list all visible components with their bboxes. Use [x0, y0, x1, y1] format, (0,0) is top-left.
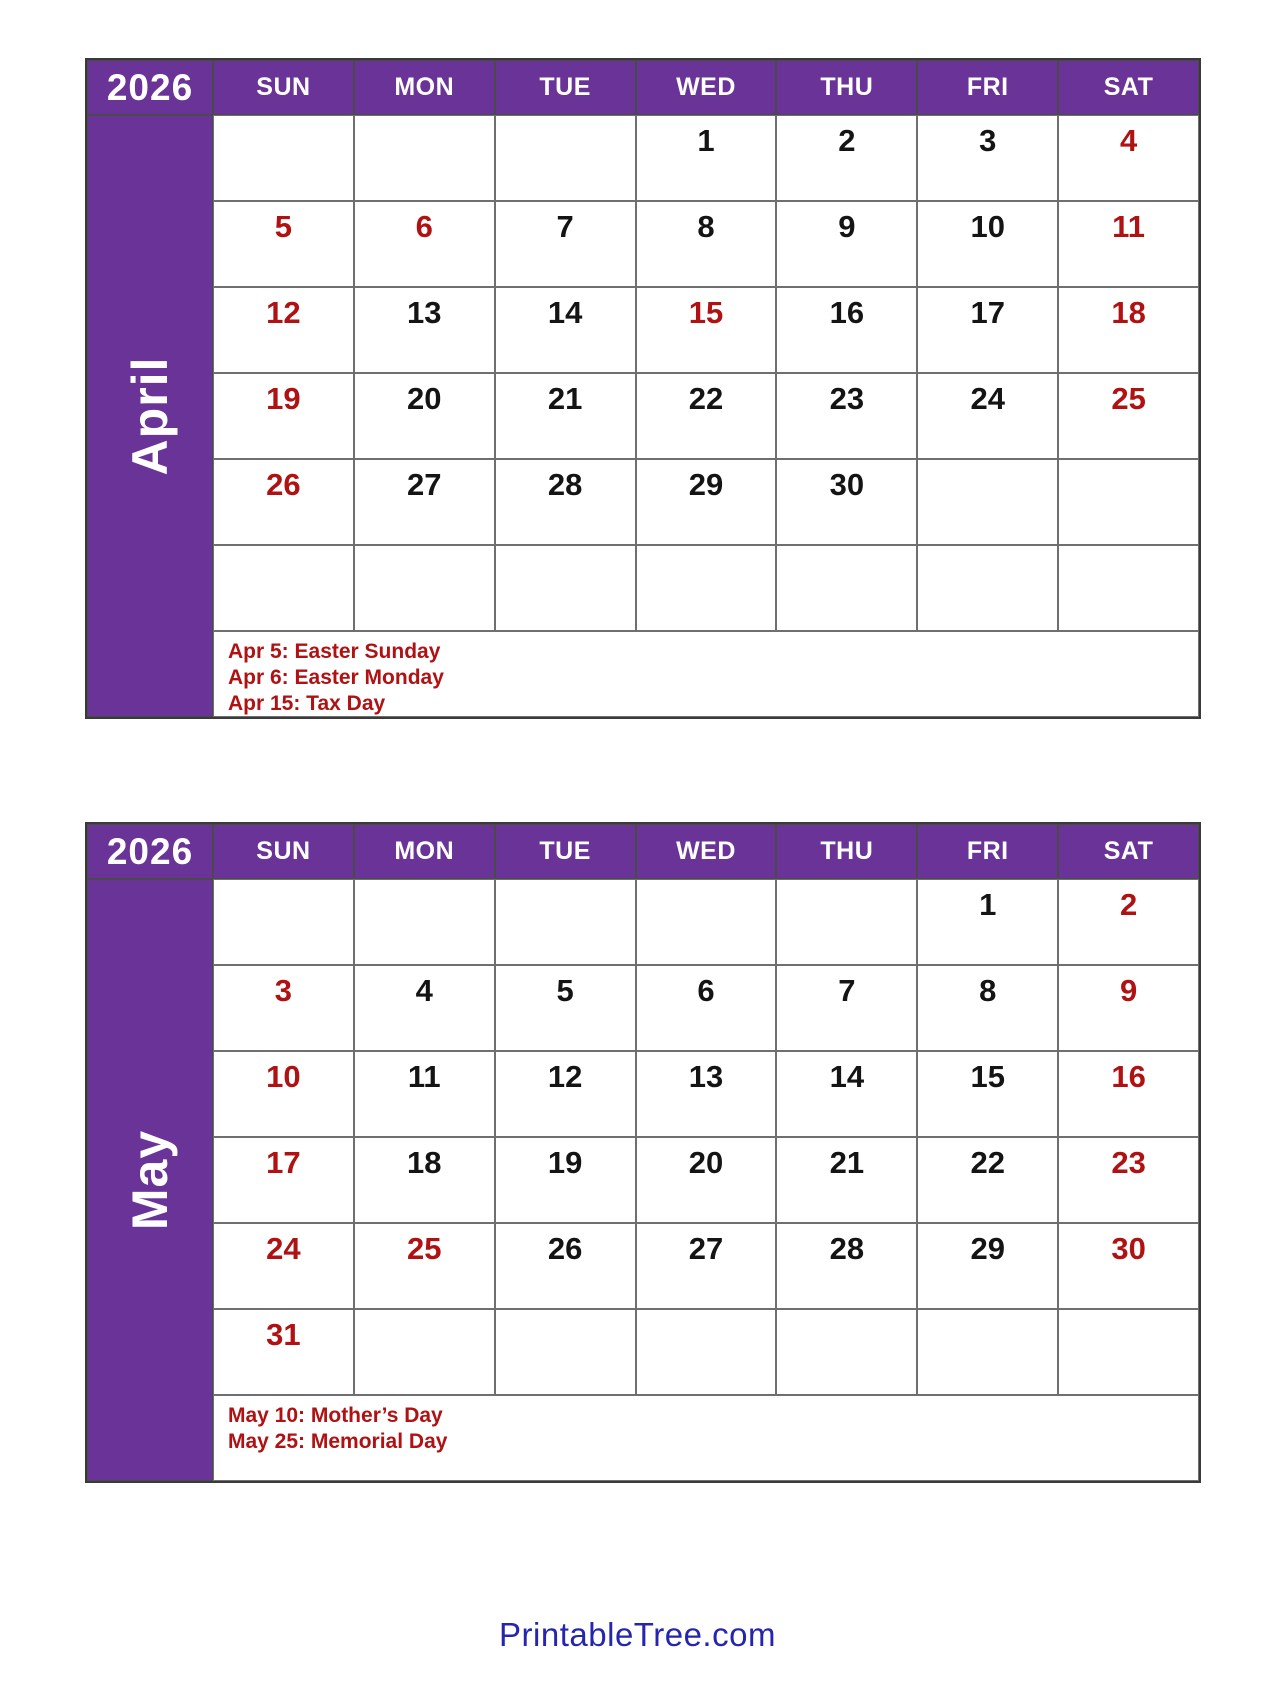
day-header-mon: MON	[354, 824, 495, 879]
date-cell-may-2: 2	[1058, 879, 1199, 965]
day-header-thu: THU	[776, 824, 917, 879]
holiday-line: Apr 5: Easter Sunday	[228, 640, 441, 663]
date-cell-empty	[213, 879, 354, 965]
date-cell-april-4: 4	[1058, 115, 1199, 201]
date-cell-may-7: 7	[776, 965, 917, 1051]
date-cell-empty	[917, 545, 1058, 631]
holiday-line: May 10: Mother’s Day	[228, 1404, 443, 1427]
holidays-note-may	[213, 1395, 1199, 1481]
date-cell-empty	[1058, 1309, 1199, 1395]
date-cell-may-19: 19	[495, 1137, 636, 1223]
date-cell-may-30: 30	[1058, 1223, 1199, 1309]
date-cell-april-20: 20	[354, 373, 495, 459]
date-cell-may-5: 5	[495, 965, 636, 1051]
date-cell-april-22: 22	[636, 373, 777, 459]
date-cell-may-20: 20	[636, 1137, 777, 1223]
year-label-april: 2026	[87, 60, 213, 115]
date-cell-april-26: 26	[213, 459, 354, 545]
date-cell-may-9: 9	[1058, 965, 1199, 1051]
date-cell-empty	[495, 115, 636, 201]
calendar-may-2026	[85, 822, 1201, 1483]
site-link[interactable]: PrintableTree.com	[499, 1616, 776, 1653]
date-cell-empty	[776, 545, 917, 631]
date-cell-empty	[495, 879, 636, 965]
date-cell-may-21: 21	[776, 1137, 917, 1223]
date-cell-empty	[917, 1309, 1058, 1395]
date-cell-may-10: 10	[213, 1051, 354, 1137]
date-cell-april-24: 24	[917, 373, 1058, 459]
date-cell-may-13: 13	[636, 1051, 777, 1137]
date-cell-empty	[1058, 545, 1199, 631]
day-header-tue: TUE	[495, 60, 636, 115]
month-label-april: April	[122, 356, 178, 476]
date-cell-empty	[776, 1309, 917, 1395]
date-cell-april-11: 11	[1058, 201, 1199, 287]
date-cell-empty	[636, 879, 777, 965]
month-label-may: May	[122, 1129, 178, 1231]
date-cell-april-2: 2	[776, 115, 917, 201]
date-cell-may-26: 26	[495, 1223, 636, 1309]
date-cell-empty	[917, 459, 1058, 545]
month-side-bar-april	[87, 115, 213, 717]
date-cell-may-6: 6	[636, 965, 777, 1051]
holiday-line: Apr 15: Tax Day	[228, 692, 386, 715]
date-cell-may-11: 11	[354, 1051, 495, 1137]
date-cell-may-18: 18	[354, 1137, 495, 1223]
date-cell-empty	[354, 1309, 495, 1395]
date-cell-april-6: 6	[354, 201, 495, 287]
date-cell-empty	[1058, 459, 1199, 545]
day-header-thu: THU	[776, 60, 917, 115]
date-cell-empty	[213, 115, 354, 201]
date-cell-april-3: 3	[917, 115, 1058, 201]
calendar-page	[0, 58, 1275, 1653]
date-cell-may-22: 22	[917, 1137, 1058, 1223]
day-header-wed: WED	[636, 60, 777, 115]
date-cell-april-12: 12	[213, 287, 354, 373]
date-cell-may-17: 17	[213, 1137, 354, 1223]
date-cell-april-14: 14	[495, 287, 636, 373]
date-cell-april-18: 18	[1058, 287, 1199, 373]
date-cell-may-14: 14	[776, 1051, 917, 1137]
date-cell-empty	[636, 545, 777, 631]
date-cell-empty	[495, 1309, 636, 1395]
date-cell-april-13: 13	[354, 287, 495, 373]
day-header-fri: FRI	[917, 60, 1058, 115]
date-cell-may-31: 31	[213, 1309, 354, 1395]
date-cell-may-1: 1	[917, 879, 1058, 965]
day-header-sat: SAT	[1058, 60, 1199, 115]
date-cell-may-3: 3	[213, 965, 354, 1051]
year-label-may: 2026	[87, 824, 213, 879]
holidays-note-april	[213, 631, 1199, 717]
calendar-april-2026	[85, 58, 1201, 719]
date-cell-empty	[354, 879, 495, 965]
date-cell-april-29: 29	[636, 459, 777, 545]
date-cell-april-23: 23	[776, 373, 917, 459]
date-cell-april-17: 17	[917, 287, 1058, 373]
date-cell-empty	[636, 1309, 777, 1395]
date-cell-may-23: 23	[1058, 1137, 1199, 1223]
date-cell-april-15: 15	[636, 287, 777, 373]
date-cell-april-28: 28	[495, 459, 636, 545]
month-side-bar-may	[87, 879, 213, 1481]
date-cell-empty	[213, 545, 354, 631]
date-cell-may-25: 25	[354, 1223, 495, 1309]
date-cell-april-1: 1	[636, 115, 777, 201]
date-cell-may-4: 4	[354, 965, 495, 1051]
date-cell-empty	[354, 115, 495, 201]
date-cell-empty	[495, 545, 636, 631]
date-cell-april-27: 27	[354, 459, 495, 545]
day-header-fri: FRI	[917, 824, 1058, 879]
holiday-line: Apr 6: Easter Monday	[228, 666, 444, 689]
date-cell-may-12: 12	[495, 1051, 636, 1137]
date-cell-april-9: 9	[776, 201, 917, 287]
holiday-line: May 25: Memorial Day	[228, 1430, 448, 1453]
day-header-mon: MON	[354, 60, 495, 115]
date-cell-may-29: 29	[917, 1223, 1058, 1309]
date-cell-may-15: 15	[917, 1051, 1058, 1137]
date-cell-may-27: 27	[636, 1223, 777, 1309]
date-cell-april-30: 30	[776, 459, 917, 545]
day-header-tue: TUE	[495, 824, 636, 879]
day-header-sat: SAT	[1058, 824, 1199, 879]
date-cell-april-8: 8	[636, 201, 777, 287]
day-header-sun: SUN	[213, 824, 354, 879]
date-cell-april-10: 10	[917, 201, 1058, 287]
date-cell-april-25: 25	[1058, 373, 1199, 459]
date-cell-may-28: 28	[776, 1223, 917, 1309]
date-cell-may-16: 16	[1058, 1051, 1199, 1137]
date-cell-april-5: 5	[213, 201, 354, 287]
date-cell-empty	[776, 879, 917, 965]
date-cell-empty	[354, 545, 495, 631]
date-cell-may-24: 24	[213, 1223, 354, 1309]
day-header-wed: WED	[636, 824, 777, 879]
date-cell-april-21: 21	[495, 373, 636, 459]
date-cell-may-8: 8	[917, 965, 1058, 1051]
date-cell-april-7: 7	[495, 201, 636, 287]
date-cell-april-19: 19	[213, 373, 354, 459]
day-header-sun: SUN	[213, 60, 354, 115]
date-cell-april-16: 16	[776, 287, 917, 373]
